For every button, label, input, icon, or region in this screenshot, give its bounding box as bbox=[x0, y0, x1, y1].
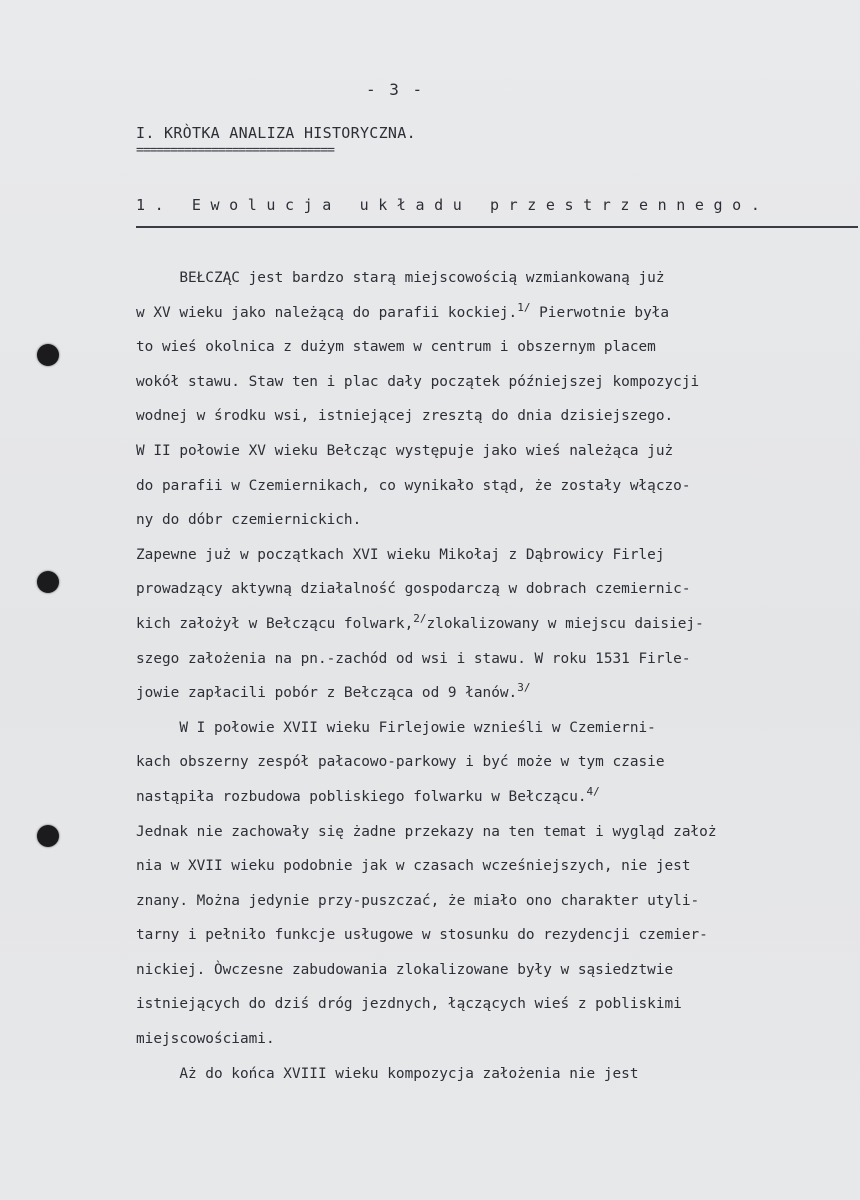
text-line bbox=[136, 607, 856, 642]
footnote-ref: 3/ bbox=[517, 681, 531, 695]
text-line bbox=[136, 987, 856, 1022]
text-line bbox=[136, 953, 856, 988]
text-line bbox=[136, 1057, 856, 1092]
line-text: znany. Można jedynie przy-puszczać, że miało ono charakter utyli- bbox=[136, 892, 700, 909]
line-text: prowadzący aktywną działalność gospodarczą w dobrach czemiernic- bbox=[136, 581, 691, 598]
line-text: wokół stawu. Staw ten i plac dały początek późniejszej kompozycji bbox=[136, 373, 700, 390]
line-text: BEŁCZĄC jest bardzo starą miejscowością wzmiankowaną już bbox=[136, 270, 665, 286]
line-text: kich założył w Bełczącu folwark, bbox=[136, 615, 414, 632]
text-line bbox=[136, 503, 856, 538]
section-heading: I. KRÒTKA ANALIZA HISTORYCZNA. bbox=[136, 124, 416, 142]
punch-hole-icon bbox=[37, 571, 59, 593]
text-line bbox=[136, 434, 856, 469]
line-text: Jednak nie zachowały się żadne przekazy na ten temat i wygląd założ bbox=[136, 823, 717, 840]
line-text: istniejących do dziś dróg jezdnych, łączących wieś z pobliskimi bbox=[136, 996, 682, 1013]
text-line bbox=[136, 642, 856, 677]
line-text: kach obszerny zespół pałacowo-parkowy i być może w tym czasie bbox=[136, 754, 665, 771]
text-line bbox=[136, 780, 856, 815]
punch-hole-icon bbox=[37, 344, 59, 366]
heading-underline: ============================= bbox=[136, 143, 334, 158]
line-text: szego założenia na pn.-zachód od wsi i stawu. W roku 1531 Firle- bbox=[136, 650, 691, 667]
line-text: wodnej w środku wsi, istniejącej zresztą do dnia dzisiejszego. bbox=[136, 408, 674, 425]
line-text: nastąpiła rozbudowa pobliskiego folwarku w Bełczącu. bbox=[136, 788, 587, 805]
text-line bbox=[136, 676, 856, 711]
line-text: tarny i pełniło funkcje usługowe w stosunku do rezydencji czemier- bbox=[136, 927, 708, 944]
line-text: W I połowie XVII wieku Firlejowie wznieśli w Czemierni- bbox=[136, 719, 656, 736]
line-text: jowie zapłacili pobór z Bełcząca od 9 łanów. bbox=[136, 685, 518, 702]
footnote-ref: 4/ bbox=[586, 784, 600, 798]
subsection-heading-text: 1. Ewolucja układu przestrzennego. bbox=[136, 196, 770, 214]
line-text: Aż do końca XVIII wieku kompozycja założenia nie jest bbox=[136, 1065, 639, 1082]
line-text: Zapewne już w początkach XVI wieku Mikołaj z Dąbrowicy Firlej bbox=[136, 546, 665, 563]
line-text: to wieś okolnica z dużym stawem w centrum i obszernym placem bbox=[136, 339, 656, 356]
text-line bbox=[136, 572, 856, 607]
text-line bbox=[136, 849, 856, 884]
text-line bbox=[136, 399, 856, 434]
footnote-ref: 2/ bbox=[413, 611, 427, 625]
text-line bbox=[136, 538, 856, 573]
line-text: do parafii w Czemiernikach, co wynikało stąd, że zostały włączo- bbox=[136, 477, 691, 494]
footnote-ref: 1/ bbox=[517, 300, 531, 314]
subsection-heading bbox=[136, 196, 856, 214]
text-line bbox=[136, 918, 856, 953]
line-text: nia w XVII wieku podobnie jak w czasach wcześniejszych, nie jest bbox=[136, 858, 691, 875]
punch-hole-icon bbox=[37, 825, 59, 847]
text-line bbox=[136, 296, 856, 331]
text-line bbox=[136, 711, 856, 746]
text-line bbox=[136, 330, 856, 365]
text-line bbox=[136, 745, 856, 780]
line-text-after: Pierwotnie była bbox=[530, 304, 670, 321]
line-text: W II połowie XV wieku Bełcząc występuje jako wieś należąca już bbox=[136, 442, 674, 459]
line-text-after: zlokalizowany w miejscu daisiej- bbox=[426, 615, 704, 632]
line-text: nickiej. Òwczesne zabudowania zlokalizowane były w sąsiedztwie bbox=[136, 961, 674, 978]
text-line bbox=[136, 365, 856, 400]
text-line bbox=[136, 261, 856, 296]
subheading-rule bbox=[136, 226, 858, 228]
line-text: ny do dóbr czemiernickich. bbox=[136, 512, 362, 529]
text-line bbox=[136, 815, 856, 850]
text-line bbox=[136, 469, 856, 504]
body-text bbox=[136, 261, 856, 1091]
line-text: miejscowościami. bbox=[136, 1031, 275, 1048]
text-line bbox=[136, 1022, 856, 1057]
text-line bbox=[136, 884, 856, 919]
page-number: - 3 - bbox=[366, 80, 425, 99]
line-text: w XV wieku jako należącą do parafii kockiej. bbox=[136, 304, 518, 321]
